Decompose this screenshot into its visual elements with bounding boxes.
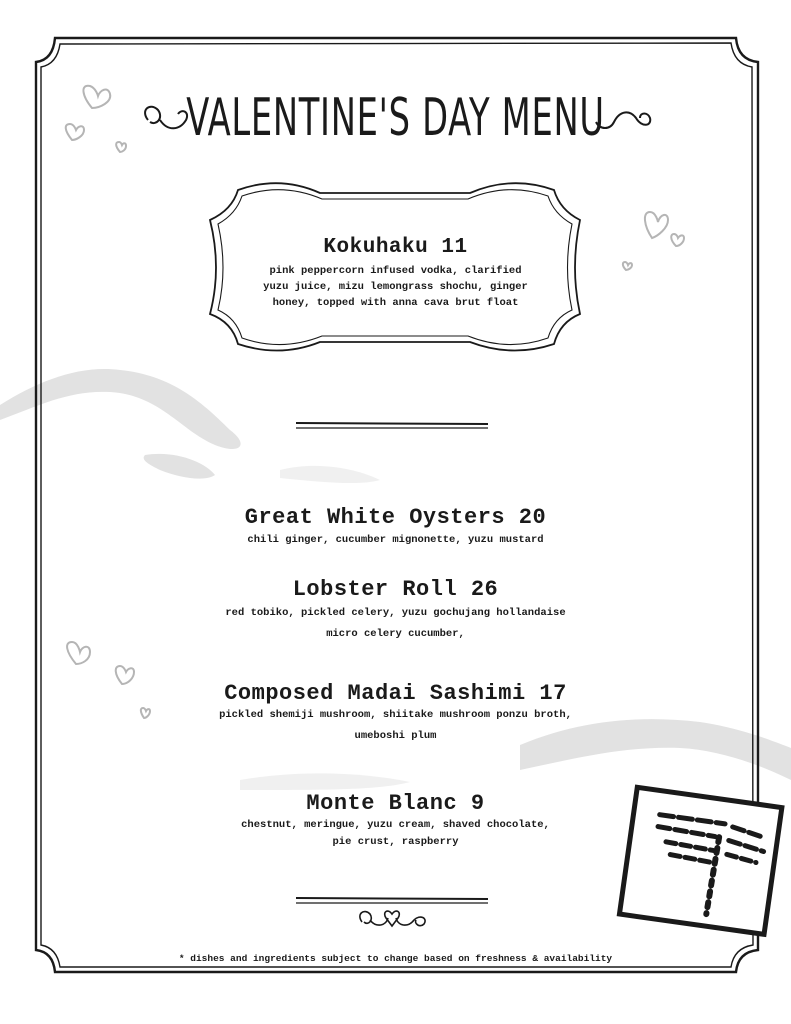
page-title: VALENTINE'S DAY MENU [186,88,605,148]
featured-item [0,236,791,311]
item-desc-line: red tobiko, pickled celery, yuzu gochujang hollandaise [225,607,566,619]
heart-flourish-icon [360,911,425,926]
item-desc-line: pickled shemiji mushroom, shiitake mushroom ponzu broth, [219,709,572,721]
footnote: * dishes and ingredients subject to change based on freshness & availability [178,953,613,964]
featured-price: 11 [441,236,468,259]
featured-desc-line: pink peppercorn infused vodka, clarified [269,265,522,277]
item-desc-line: micro celery cucumber, [326,628,465,640]
item-heading: Lobster Roll 26 [292,577,499,602]
featured-description [0,263,791,311]
item-desc-line: umeboshi plum [354,730,437,742]
menu-item-monte-blanc [0,791,791,851]
featured-desc-line: yuzu juice, mizu lemongrass shochu, ginger [263,281,528,293]
menu-item-oysters [0,505,791,549]
item-desc-line: pie crust, raspberry [332,836,459,848]
menu-item-madai-sashimi [0,681,791,745]
featured-name: Kokuhaku [323,236,429,259]
menu-item-lobster-roll [0,577,791,643]
featured-desc-line: honey, topped with anna cava brut float [272,297,519,309]
item-heading: Great White Oysters 20 [244,505,547,530]
item-desc-line: chestnut, meringue, yuzu cream, shaved chocolate, [241,819,550,831]
item-desc-line: chili ginger, cucumber mignonette, yuzu mustard [247,534,544,546]
item-heading: Composed Madai Sashimi 17 [224,681,567,706]
featured-heading [0,236,791,259]
item-heading: Monte Blanc 9 [306,791,485,816]
divider-top [296,423,488,428]
divider-bottom [296,898,488,903]
